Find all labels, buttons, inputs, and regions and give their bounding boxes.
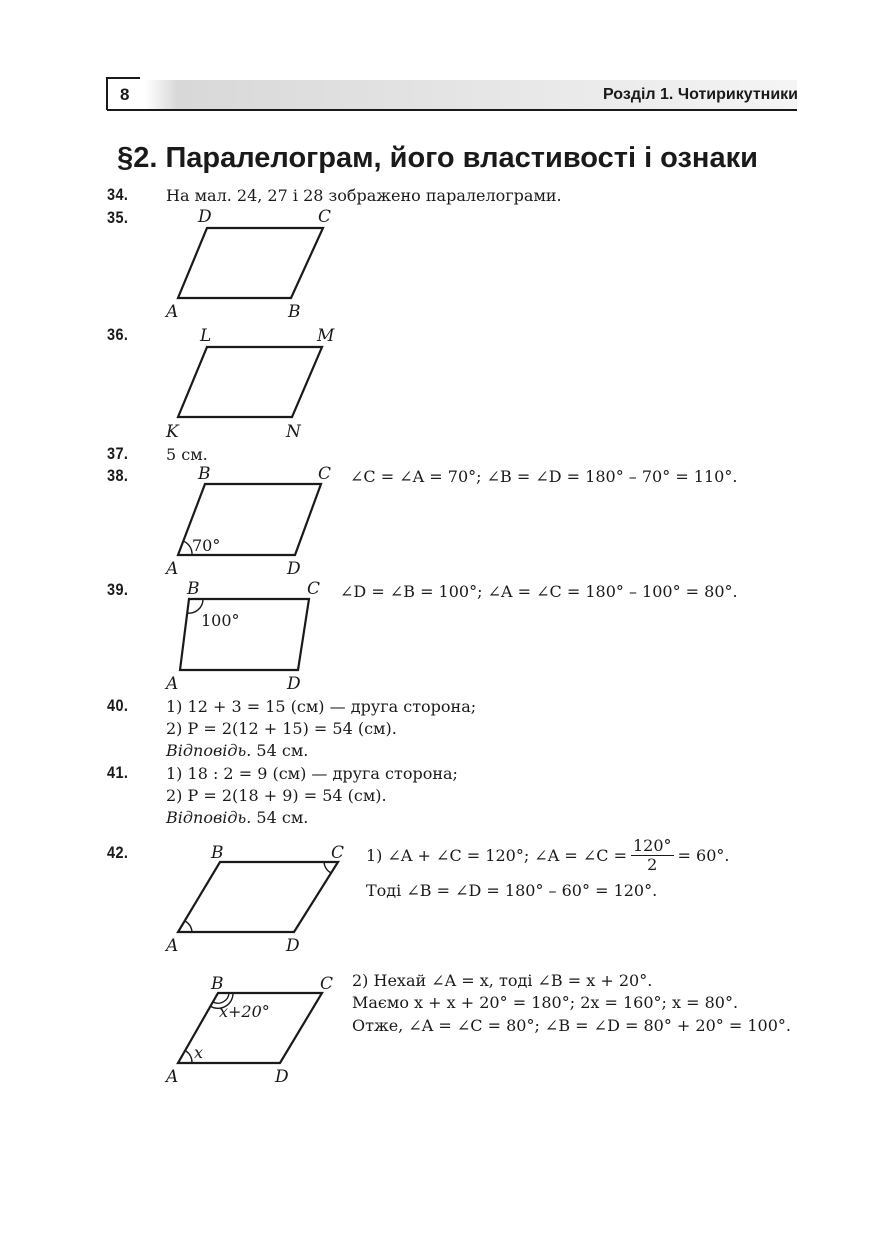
problem-number-35: 35. [107, 208, 129, 227]
vertex-d-35: D [198, 207, 212, 227]
page-number: 8 [120, 85, 130, 104]
problem-34-text: На мал. 24, 27 і 28 зображено паралелограми. [166, 186, 562, 205]
vertex-l-36: L [200, 326, 212, 346]
fraction-denominator: 2 [647, 854, 658, 874]
fraction-numerator: 120° [632, 835, 672, 855]
problem-number-37: 37. [107, 444, 129, 463]
vertex-n-36: N [286, 422, 301, 442]
vertex-b-35: B [288, 302, 301, 322]
answer-label: Відповідь. [166, 741, 252, 760]
angle-a-value-38: 70° [192, 536, 221, 555]
problem-39-text: ∠D = ∠B = 100°; ∠A = ∠C = 180° – 100° = 80°. [340, 582, 738, 601]
problem-number-34: 34. [107, 185, 129, 204]
problem-number-39: 39. [107, 580, 129, 599]
problem-number-36: 36. [107, 325, 129, 344]
problem-40-line2: 2) P = 2(12 + 15) = 54 (см). [166, 719, 397, 738]
problem-number-41: 41. [107, 763, 129, 782]
answer-label: Відповідь. [166, 808, 252, 827]
vertex-c-38: C [318, 464, 332, 484]
problem-40-line1: 1) 12 + 3 = 15 (см) — друга сторона; [166, 697, 477, 716]
problem-number-40: 40. [107, 696, 129, 715]
vertex-d-42a: D [286, 936, 300, 956]
section-title: Розділ 1. Чотирикутники [603, 86, 798, 103]
page-title: §2. Паралелограм, його властивості і ознаки [117, 142, 758, 174]
problem-42-part2-line3: Отже, ∠A = ∠C = 80°; ∠B = ∠D = 80° + 20° = 100°. [352, 1016, 791, 1035]
problem-41-line1: 1) 18 : 2 = 9 (см) — друга сторона; [166, 764, 458, 783]
angle-b-value-39: 100° [201, 611, 240, 630]
vertex-c-42b: C [320, 974, 334, 994]
answer-value: 54 см. [256, 741, 309, 760]
vertex-b-42a: B [211, 843, 224, 863]
vertex-a-39: A [166, 674, 179, 694]
vertex-b-39: B [187, 579, 200, 599]
problem-number-38: 38. [107, 466, 129, 485]
vertex-d-39: D [287, 674, 301, 694]
part1-expression: 1) ∠A + ∠C = 120°; ∠A = ∠C = [366, 845, 627, 865]
problem-42-part2-line2: Маємо x + x + 20° = 180°; 2x = 160°; x = 80°. [352, 993, 739, 1012]
vertex-c-39: C [307, 579, 321, 599]
part1-result: = 60°. [677, 845, 730, 865]
problem-number-42: 42. [107, 843, 129, 862]
vertex-k-36: K [166, 422, 179, 442]
vertex-c-35: C [318, 207, 332, 227]
vertex-c-42a: C [331, 843, 345, 863]
angle-a-value-42b: x [194, 1043, 204, 1062]
vertex-a-38: A [166, 559, 179, 579]
problem-37-text: 5 см. [166, 445, 208, 464]
vertex-a-42b: A [166, 1067, 179, 1087]
vertex-b-38: B [198, 464, 211, 484]
problem-41-line2: 2) P = 2(18 + 9) = 54 (см). [166, 786, 387, 805]
vertex-d-42b: D [275, 1067, 289, 1087]
vertex-d-38: D [287, 559, 301, 579]
vertex-m-36: M [317, 326, 335, 346]
vertex-b-42b: B [211, 974, 224, 994]
answer-value: 54 см. [256, 808, 309, 827]
angle-b-value-42b: x+20° [219, 1002, 270, 1021]
vertex-a-42a: A [166, 936, 179, 956]
angle-arc-a-42b [186, 1051, 192, 1063]
problem-38-text: ∠C = ∠A = 70°; ∠B = ∠D = 180° – 70° = 110°. [350, 467, 738, 486]
problem-42-part1-line2: Тоді ∠B = ∠D = 180° – 60° = 120°. [366, 881, 658, 900]
problem-42-part2-line1: 2) Нехай ∠A = x, тоді ∠B = x + 20°. [352, 971, 653, 990]
vertex-a-35: A [166, 302, 179, 322]
